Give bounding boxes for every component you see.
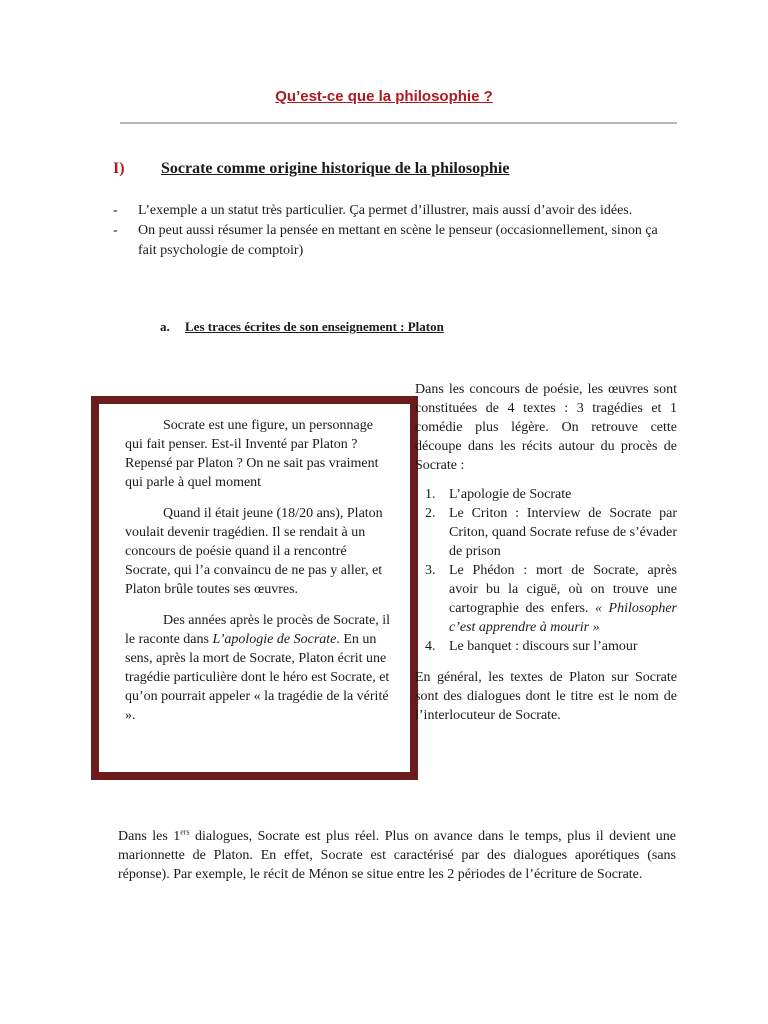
right-column xyxy=(415,380,677,735)
horizontal-rule xyxy=(120,122,677,124)
bullet-dash: - xyxy=(113,223,118,238)
list-item: 4. Le banquet : discours sur l’amour xyxy=(439,637,677,656)
item-text: Le Criton : Interview de Socrate par Criton, quand Socrate refuse de s’évader de prison xyxy=(449,506,677,559)
bullet-text: On peut aussi résumer la pensée en mettant en scène le penseur (occasionnellement, sinon ça fait psychologie de comptoir) xyxy=(138,223,658,258)
bullet-list xyxy=(113,201,676,261)
framed-text-box xyxy=(91,396,418,780)
section-heading xyxy=(113,160,673,178)
list-item xyxy=(439,504,677,561)
subsection-heading xyxy=(160,319,660,335)
bottom-paragraph xyxy=(118,827,676,884)
bottom-text: dialogues, Socrate est plus réel. Plus on avance dans le temps, plus il devient une marionnette de Platon. En effet, Socrate est caractérisé par des dialogues aporétiques (sans réponse). Par exemple, le récit de Ménon se situe entre les 2 périodes de l’écriture de Socrate. xyxy=(118,829,677,882)
list-item xyxy=(113,201,676,221)
section-title: Socrate comme origine historique de la philosophie xyxy=(161,160,510,177)
bullet-text: L’exemple a un statut très particulier. Ça permet d’illustrer, mais aussi d’avoir des idées. xyxy=(138,203,633,218)
list-item xyxy=(439,561,677,637)
ordinal-suffix: ers xyxy=(180,827,190,837)
box-text: . En un sens, après la mort de Socrate, Platon écrit une tragédie particulière dont le héro est Socrate, et qu’on pourrait appeler « la tragédie de la vérité ». xyxy=(125,632,390,723)
box-text: Des années après le procès de Socrate, il le raconte dans xyxy=(125,613,391,647)
book-title: L’apologie de Socrate xyxy=(212,632,337,647)
right-outro: En général, les textes de Platon sur Socrate sont des dialogues dont le titre est le nom de l’interlocuteur de Socrate. xyxy=(415,670,677,723)
numbered-list xyxy=(415,485,677,656)
right-intro: Dans les concours de poésie, les œuvres sont constituées de 4 textes : 3 tragédies et 1 comédie plus légère. On retrouve cette découpe dans les récits autour du procès de Socrate : xyxy=(415,382,677,473)
quote: « Philosopher c’est apprendre à mourir » xyxy=(449,601,677,635)
subsection-letter: a. xyxy=(160,319,170,334)
list-item: 1. L’apologie de Socrate xyxy=(439,485,677,504)
box-paragraph: Socrate est une figure, un personnage qui fait penser. Est-il Inventé par Platon ? Repensé par Platon ? On ne sait pas vraiment qui parle à quel moment xyxy=(125,418,379,490)
bottom-text: Dans les 1 xyxy=(118,829,181,844)
section-number: I) xyxy=(113,160,125,177)
box-paragraph: Quand il était jeune (18/20 ans), Platon voulait devenir tragédien. Il se rendait à un concours de poésie quand il a rencontré Socrate, qui l’a convaincu de ne pas y aller, et Platon brûle toutes ses œuvres. xyxy=(125,506,383,597)
subsection-title: Les traces écrites de son enseignement : Platon xyxy=(185,319,444,334)
list-item xyxy=(113,221,676,261)
box-paragraph xyxy=(125,611,394,725)
document-title: Qu’est-ce que la philosophie ? xyxy=(275,88,493,105)
bullet-dash: - xyxy=(113,203,118,218)
item-text: Le Phédon : mort de Socrate, après avoir bu la ciguë, où on trouve une cartographie des enfers. xyxy=(449,563,677,616)
